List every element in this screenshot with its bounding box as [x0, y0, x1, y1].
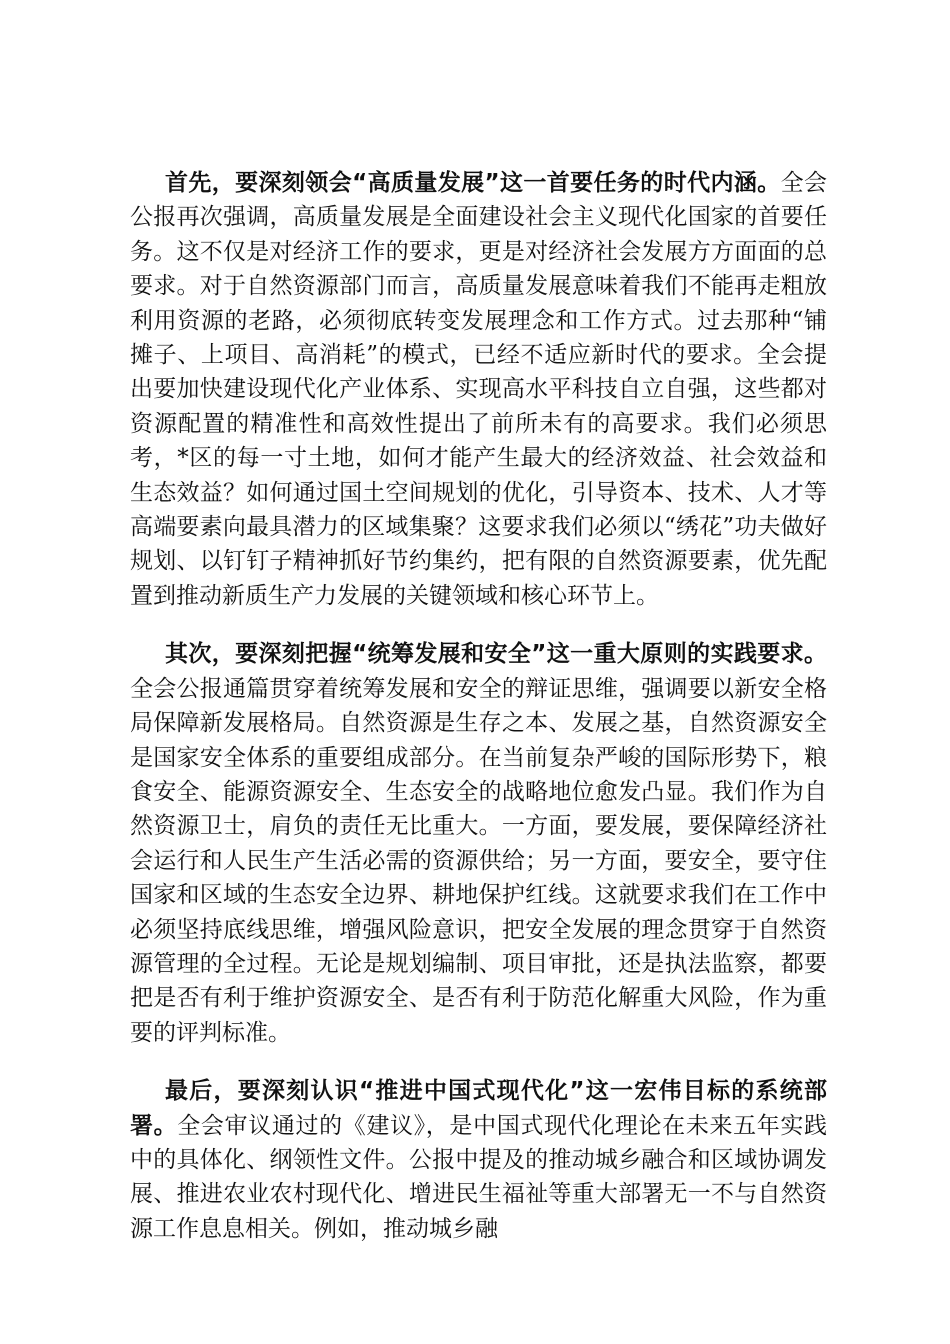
paragraph-high-quality-development: [130, 166, 827, 613]
paragraph-lead: 其次，要深刻把握“统筹发展和安全”这一重大原则的实践要求。: [165, 641, 827, 668]
paragraph-lead: 首先，要深刻领会“高质量发展”这一首要任务的时代内涵。: [165, 170, 781, 196]
document-page: [130, 166, 827, 1270]
paragraph-body: 全会公报通篇贯穿着统筹发展和安全的辩证思维，强调要以新安全格局保障新发展格局。自然资源是生存之本、发展之基，自然资源安全是国家安全体系的重要组成部分。在当前复杂严峻的国际形势下，粮食安全、能源资源安全、生态安全的战略地位愈发凸显。我们作为自然资源卫士，肩负的责任无比重大。一方面，要发展，要保障经济社会运行和人民生产生活必需的资源供给；另一方面，要安全，要守住国家和区域的生态安全边界、耕地保护红线。这就要求我们在工作中必须坚持底线思维，增强风险意识，把安全发展的理念贯穿于自然资源管理的全过程。无论是规划编制、项目审批，还是执法监察，都要把是否有利于维护资源安全、是否有利于防范化解重大风险，作为重要的评判标准。: [130, 675, 827, 1046]
paragraph-body: 全会公报再次强调，高质量发展是全面建设社会主义现代化国家的首要任务。这不仅是对经济工作的要求，更是对经济社会发展方方面面的总要求。对于自然资源部门而言，高质量发展意味着我们不能再走粗放利用资源的老路，必须彻底转变发展理念和工作方式。过去那种“铺摊子、上项目、高消耗”的模式，已经不适应新时代的要求。全会提出要加快建设现代化产业体系、实现高水平科技自立自强，这些都对资源配置的精准性和高效性提出了前所未有的高要求。我们必须思考，*区的每一寸土地，如何才能产生最大的经济效益、社会效益和生态效益？如何通过国土空间规划的优化，引导资本、技术、人才等高端要素向最具潜力的区域集聚？这要求我们必须以“绣花”功夫做好规划、以钉钉子精神抓好节约集约，把有限的自然资源要素，优先配置到推动新质生产力发展的关键领域和核心环节上。: [130, 170, 828, 609]
paragraph-body: 全会审议通过的《建议》，是中国式现代化理论在未来五年实践中的具体化、纲领性文件。公报中提及的推动城乡融合和区域协调发展、推进农业农村现代化、增进民生福祉等重大部署无一不与自然资源工作息息相关。例如，推动城乡融: [130, 1112, 828, 1242]
paragraph-chinese-modernization: [130, 1074, 827, 1246]
paragraph-lead: 最后，要深刻认识“推进中国式现代化”这一宏伟目标的系统部署。: [130, 1078, 827, 1139]
paragraph-development-and-security: [130, 637, 827, 1050]
